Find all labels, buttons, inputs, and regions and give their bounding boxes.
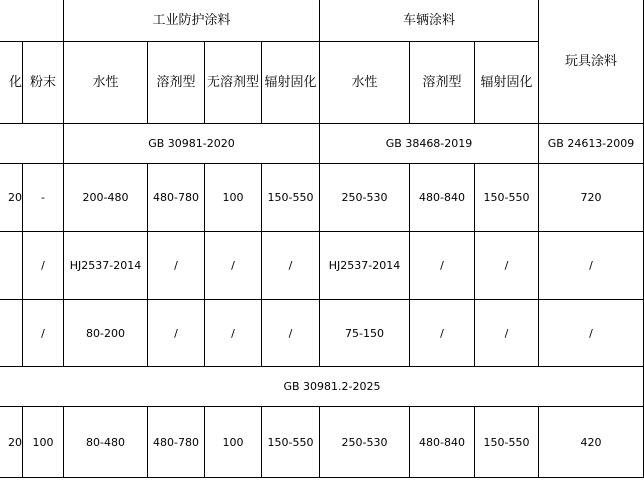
table-cell: 200-480 (64, 164, 148, 232)
header-vehicle-solvent: 溶剂型 (410, 42, 475, 124)
table-cell (0, 300, 23, 367)
table-cell: / (410, 300, 475, 367)
header-industrial-solvent: 溶剂型 (148, 42, 205, 124)
standard-vehicle: GB 38468-2019 (320, 124, 539, 164)
header-industrial-radiation: 辐射固化 (262, 42, 320, 124)
table-cell: 75-150 (320, 300, 410, 367)
table-cell: 480-780 (148, 407, 205, 478)
header-toy-coatings: 玩具涂料 (539, 0, 644, 124)
table-cell: / (475, 300, 539, 367)
table-cell: 150-550 (262, 164, 320, 232)
table-cell: / (539, 232, 644, 300)
table-cell: / (475, 232, 539, 300)
table-cell: / (410, 232, 475, 300)
table-cell: HJ2537-2014 (320, 232, 410, 300)
table-cell: 80-200 (64, 300, 148, 367)
header-row-groups (0, 0, 644, 42)
standards-blank-cell (0, 124, 64, 164)
table-cell: / (23, 300, 64, 367)
table-cell: HJ2537-2014 (64, 232, 148, 300)
table-cell: 20 (0, 164, 23, 232)
header-industrial-waterborne: 水性 (64, 42, 148, 124)
table-cell: 80-480 (64, 407, 148, 478)
header-powder: 粉末 (23, 42, 64, 124)
table-cell: 150-550 (475, 407, 539, 478)
header-vehicle-coatings: 车辆涂料 (320, 0, 539, 42)
table-cell: 100 (23, 407, 64, 478)
header-vehicle-waterborne: 水性 (320, 42, 410, 124)
table-cell: 480-840 (410, 407, 475, 478)
table-cell: 250-530 (320, 164, 410, 232)
table-cell: 150-550 (475, 164, 539, 232)
table-cell: / (148, 232, 205, 300)
table-cell: / (205, 232, 262, 300)
table-cell: 720 (539, 164, 644, 232)
table-cell: 250-530 (320, 407, 410, 478)
table-cell: 480-840 (410, 164, 475, 232)
standard-industrial: GB 30981-2020 (64, 124, 320, 164)
table-cell: 480-780 (148, 164, 205, 232)
header-blank-cell (0, 0, 64, 42)
table-cell: 100 (205, 407, 262, 478)
table-cell: / (205, 300, 262, 367)
table-cell: 20 (0, 407, 23, 478)
header-hua: 化 (0, 42, 23, 124)
table-cell: - (23, 164, 64, 232)
table-cell: / (262, 300, 320, 367)
table-row (0, 232, 644, 300)
header-industrial-solventfree: 无溶剂型 (205, 42, 262, 124)
table-cell: 420 (539, 407, 644, 478)
table-cell: / (148, 300, 205, 367)
standards-row (0, 124, 644, 164)
table-cell: 150-550 (262, 407, 320, 478)
standard-2025: GB 30981.2-2025 (0, 367, 644, 407)
table-row (0, 164, 644, 232)
standards-row-2025 (0, 367, 644, 407)
table-cell: / (539, 300, 644, 367)
standard-toy: GB 24613-2009 (539, 124, 644, 164)
table-row (0, 300, 644, 367)
table-cell: 100 (205, 164, 262, 232)
table-row (0, 407, 644, 478)
table-cell: / (262, 232, 320, 300)
header-industrial-coatings: 工业防护涂料 (64, 0, 320, 42)
table-cell (0, 232, 23, 300)
header-vehicle-radiation: 辐射固化 (475, 42, 539, 124)
table-cell: / (23, 232, 64, 300)
